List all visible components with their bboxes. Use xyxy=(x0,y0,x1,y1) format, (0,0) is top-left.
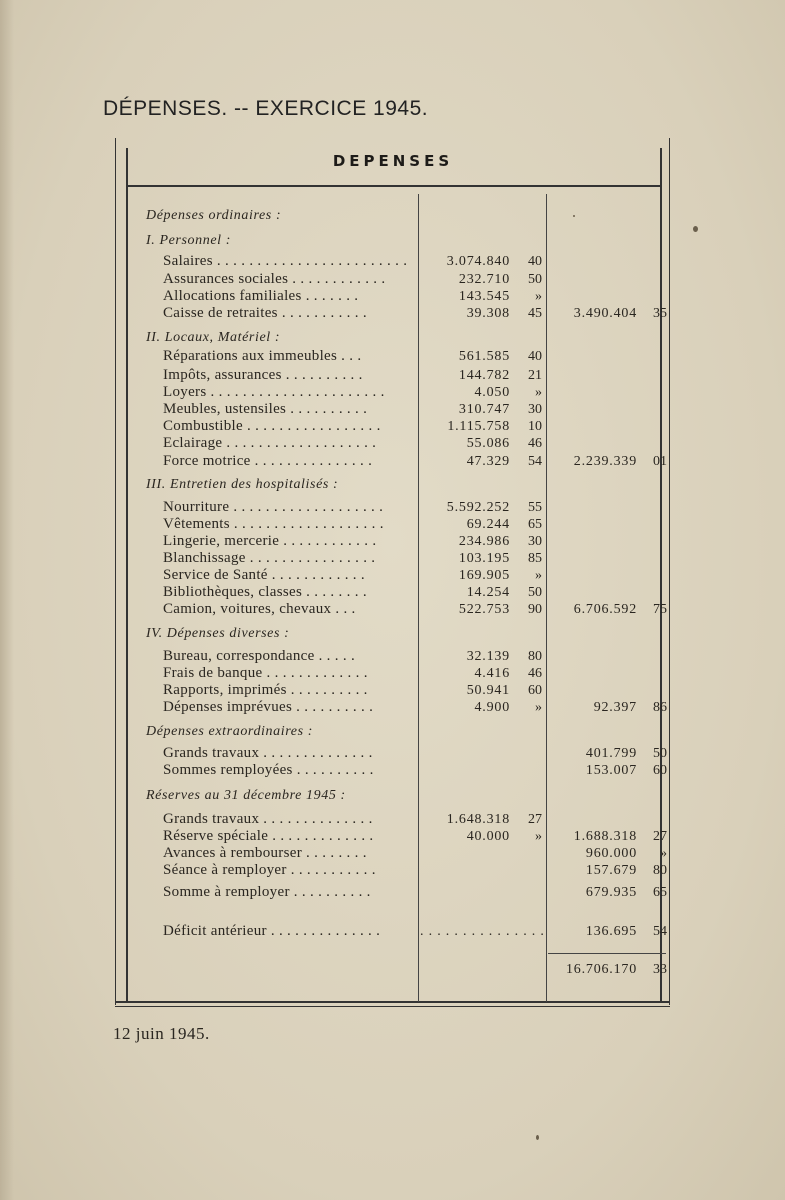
amount-centimes: 10 xyxy=(528,419,542,434)
table-row xyxy=(0,682,785,699)
amount-centimes: » xyxy=(535,829,542,844)
table-row xyxy=(0,762,785,779)
document-date: 12 juin 1945. xyxy=(113,1024,210,1043)
amount-centimes: 46 xyxy=(528,436,542,451)
amount-centimes: » xyxy=(535,289,542,304)
amount-francs: 1.115.758 xyxy=(447,419,510,434)
amount-centimes: 27 xyxy=(528,812,542,827)
paper-speck xyxy=(693,226,698,232)
row-label: Allocations familiales . . . . . . . xyxy=(163,288,359,304)
row-label: Loyers . . . . . . . . . . . . . . . . . . . . . . xyxy=(163,384,385,400)
table-row xyxy=(0,567,785,584)
table-title-rule xyxy=(126,185,660,187)
section-heading: Réserves au 31 décembre 1945 : xyxy=(146,788,346,803)
amount-centimes: 21 xyxy=(528,368,542,383)
row-label: Impôts, assurances . . . . . . . . . . xyxy=(163,367,363,383)
table-row xyxy=(0,533,785,550)
subtotal-francs: 6.706.592 xyxy=(573,602,637,617)
table-row xyxy=(0,305,785,322)
amount-francs: 103.195 xyxy=(458,551,510,566)
amount-francs: 4.416 xyxy=(474,666,510,681)
row-label: Grands travaux . . . . . . . . . . . . . . xyxy=(163,745,373,761)
table-row xyxy=(0,584,785,601)
table-row xyxy=(0,648,785,665)
table-row xyxy=(0,884,785,901)
row-label: Sommes remployées . . . . . . . . . . xyxy=(163,762,374,778)
table-row xyxy=(0,384,785,401)
row-label: Camion, voitures, chevaux . . . xyxy=(163,601,356,617)
amount-francs: 4.050 xyxy=(474,385,510,400)
table-row xyxy=(0,499,785,516)
subtotal-francs: 92.397 xyxy=(593,700,637,715)
section-heading-row xyxy=(0,787,785,804)
grand-total-rule xyxy=(548,953,666,954)
amount-francs: 522.753 xyxy=(458,602,510,617)
amount-francs: 5.592.252 xyxy=(446,500,510,515)
amount-francs: 69.244 xyxy=(466,517,510,532)
row-label: Salaires . . . . . . . . . . . . . . . . . . . . . . . . xyxy=(163,253,408,269)
amount-francs: 169.905 xyxy=(458,568,510,583)
subtotal-francs: 153.007 xyxy=(585,763,637,778)
amount-francs: 143.545 xyxy=(458,289,510,304)
page-title: DÉPENSES. -- EXERCICE 1945. xyxy=(103,97,429,120)
row-label: Blanchissage . . . . . . . . . . . . . . . . xyxy=(163,550,376,566)
subtotal-centimes: 27 xyxy=(653,829,667,844)
table-row xyxy=(0,601,785,618)
row-label: Meubles, ustensiles . . . . . . . . . . xyxy=(163,401,368,417)
section-heading: IV. Dépenses diverses : xyxy=(146,626,290,641)
amount-francs: 47.329 xyxy=(466,454,510,469)
amount-francs: 40.000 xyxy=(466,829,510,844)
amount-francs: 144.782 xyxy=(458,368,510,383)
amount-centimes: 54 xyxy=(528,454,542,469)
table-row xyxy=(0,288,785,305)
table-row xyxy=(0,828,785,845)
amount-centimes: 30 xyxy=(528,402,542,417)
amount-francs: 14.254 xyxy=(466,585,510,600)
amount-centimes: 46 xyxy=(528,666,542,681)
row-label: Assurances sociales . . . . . . . . . . . . xyxy=(163,271,386,287)
amount-francs: 310.747 xyxy=(458,402,510,417)
amount-francs: 55.086 xyxy=(466,436,510,451)
amount-francs: 232.710 xyxy=(458,272,510,287)
amount-centimes: 90 xyxy=(528,602,542,617)
row-label: Rapports, imprimés . . . . . . . . . . xyxy=(163,682,368,698)
table-row xyxy=(0,367,785,384)
row-label: Bureau, correspondance . . . . . xyxy=(163,648,356,664)
table-row xyxy=(0,745,785,762)
subtotal-centimes: 60 xyxy=(653,763,667,778)
row-label: Grands travaux . . . . . . . . . . . . . . xyxy=(163,811,373,827)
table-row xyxy=(0,862,785,879)
subtotal-centimes: 75 xyxy=(653,602,667,617)
section-heading: III. Entretien des hospitalisés : xyxy=(146,477,339,492)
amount-francs: 39.308 xyxy=(466,306,510,321)
row-label: Eclairage . . . . . . . . . . . . . . . . . . . xyxy=(163,435,377,451)
amount-francs: 1.648.318 xyxy=(446,812,510,827)
amount-centimes: » xyxy=(535,568,542,583)
section-heading-row xyxy=(0,476,785,493)
amount-centimes: 40 xyxy=(528,254,542,269)
amount-centimes: » xyxy=(535,700,542,715)
amount-centimes: 30 xyxy=(528,534,542,549)
amount-francs: 234.986 xyxy=(458,534,510,549)
subtotal-francs: 1.688.318 xyxy=(573,829,637,844)
section-heading-row xyxy=(0,207,785,224)
section-heading-row xyxy=(0,329,785,346)
amount-centimes: 50 xyxy=(528,272,542,287)
row-label: Caisse de retraites . . . . . . . . . . . xyxy=(163,305,367,321)
row-label: Force motrice . . . . . . . . . . . . . . . xyxy=(163,453,373,469)
amount-centimes: » xyxy=(535,385,542,400)
amount-francs: . . . . . . . . . . . . . . . xyxy=(420,924,545,939)
table-row xyxy=(0,401,785,418)
subtotal-francs: 401.799 xyxy=(585,746,637,761)
table-row xyxy=(0,811,785,828)
subtotal-centimes: 65 xyxy=(653,885,667,900)
subtotal-centimes: 50 xyxy=(653,746,667,761)
table-row xyxy=(0,516,785,533)
table-bottom-rule xyxy=(115,1001,670,1003)
subtotal-francs: 157.679 xyxy=(585,863,637,878)
subtotal-centimes: » xyxy=(660,846,667,861)
paper-speck xyxy=(573,215,575,217)
table-row xyxy=(0,453,785,470)
row-label: Combustible . . . . . . . . . . . . . . . . . xyxy=(163,418,381,434)
table-row xyxy=(0,271,785,288)
row-label: Vêtements . . . . . . . . . . . . . . . . . . . xyxy=(163,516,384,532)
subtotal-francs: 2.239.339 xyxy=(573,454,637,469)
amount-francs: 561.585 xyxy=(458,349,510,364)
amount-francs: 4.900 xyxy=(474,700,510,715)
row-label: Service de Santé . . . . . . . . . . . . xyxy=(163,567,365,583)
table-row xyxy=(0,923,785,940)
paper-speck xyxy=(536,1135,539,1140)
section-heading: I. Personnel : xyxy=(146,233,231,248)
subtotal-francs: 3.490.404 xyxy=(573,306,637,321)
amount-francs: 32.139 xyxy=(466,649,510,664)
table-row xyxy=(0,435,785,452)
row-label: Dépenses imprévues . . . . . . . . . . xyxy=(163,699,374,715)
row-label: Somme à remployer . . . . . . . . . . xyxy=(163,884,371,900)
table-title: DEPENSES xyxy=(332,152,454,170)
table-row xyxy=(0,550,785,567)
subtotal-francs: 16.706.170 xyxy=(566,962,637,977)
row-label: Séance à remployer . . . . . . . . . . . xyxy=(163,862,376,878)
table-row xyxy=(0,253,785,270)
section-heading-row xyxy=(0,232,785,249)
row-label: Réparations aux immeubles . . . xyxy=(163,348,362,364)
subtotal-centimes: 54 xyxy=(653,924,667,939)
section-heading: Dépenses ordinaires : xyxy=(146,208,282,223)
grand-total-row xyxy=(0,961,785,978)
table-row xyxy=(0,348,785,365)
table-row xyxy=(0,665,785,682)
subtotal-centimes: 35 xyxy=(653,306,667,321)
table-row xyxy=(0,845,785,862)
row-label: Réserve spéciale . . . . . . . . . . . . . xyxy=(163,828,374,844)
subtotal-centimes: 80 xyxy=(653,863,667,878)
table-row xyxy=(0,699,785,716)
section-heading-row xyxy=(0,625,785,642)
subtotal-centimes: 86 xyxy=(653,700,667,715)
row-label: Frais de banque . . . . . . . . . . . . . xyxy=(163,665,368,681)
subtotal-centimes: 33 xyxy=(653,962,667,977)
subtotal-francs: 960.000 xyxy=(585,846,637,861)
subtotal-centimes: 01 xyxy=(653,454,667,469)
amount-centimes: 45 xyxy=(528,306,542,321)
row-label: Avances à rembourser . . . . . . . . xyxy=(163,845,367,861)
subtotal-francs: 136.695 xyxy=(585,924,637,939)
section-heading: II. Locaux, Matériel : xyxy=(146,330,281,345)
amount-francs: 50.941 xyxy=(466,683,510,698)
row-label: Déficit antérieur . . . . . . . . . . . . . . xyxy=(163,923,381,939)
amount-centimes: 80 xyxy=(528,649,542,664)
amount-centimes: 65 xyxy=(528,517,542,532)
row-label: Bibliothèques, classes . . . . . . . . xyxy=(163,584,367,600)
amount-centimes: 85 xyxy=(528,551,542,566)
amount-centimes: 60 xyxy=(528,683,542,698)
table-row xyxy=(0,418,785,435)
amount-centimes: 55 xyxy=(528,500,542,515)
subtotal-francs: 679.935 xyxy=(585,885,637,900)
row-label: Nourriture . . . . . . . . . . . . . . . . . . . xyxy=(163,499,384,515)
amount-centimes: 40 xyxy=(528,349,542,364)
amount-centimes: 50 xyxy=(528,585,542,600)
section-heading-row xyxy=(0,723,785,740)
amount-francs: 3.074.840 xyxy=(446,254,510,269)
section-heading: Dépenses extraordinaires : xyxy=(146,724,313,739)
row-label: Lingerie, mercerie . . . . . . . . . . . . xyxy=(163,533,377,549)
table-bottom-rule-thin xyxy=(115,1006,670,1007)
